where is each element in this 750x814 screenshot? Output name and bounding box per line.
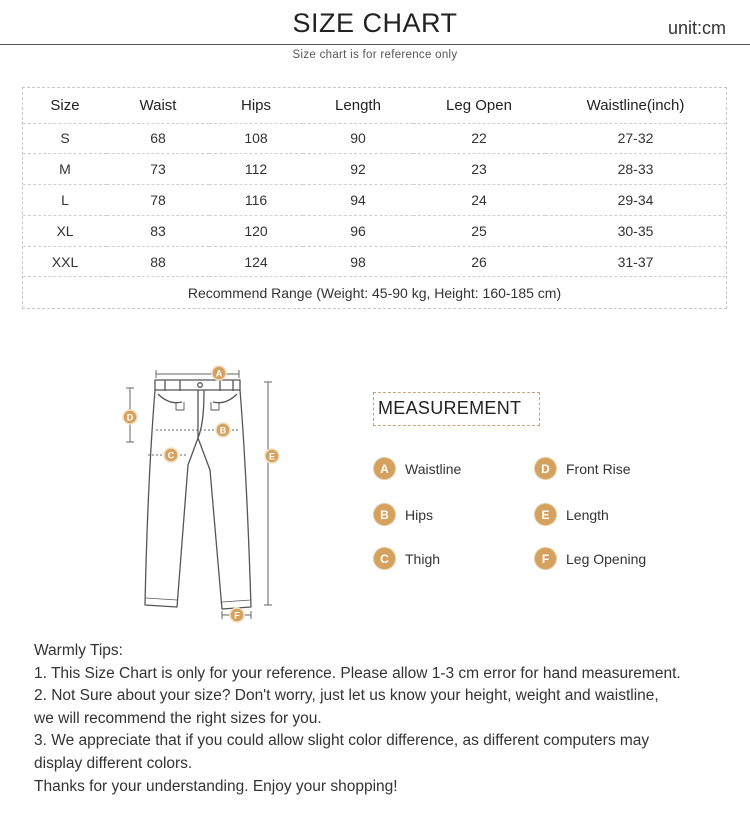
table-cell: 23 <box>471 161 487 178</box>
table-cell: 116 <box>244 191 268 208</box>
legend-label: Length <box>566 506 609 523</box>
svg-text:D: D <box>126 412 134 423</box>
table-cell: 120 <box>244 222 268 239</box>
header-divider <box>0 44 750 45</box>
column-header: Waistline(inch) <box>586 96 685 114</box>
svg-text:E: E <box>268 451 276 462</box>
marker-a <box>212 366 226 380</box>
marker-b <box>216 423 230 437</box>
legend-item-front-rise <box>535 458 631 479</box>
letter-badge: A <box>374 458 395 479</box>
table-cell: 26 <box>471 253 487 270</box>
table-cell: 68 <box>150 130 166 147</box>
letter-badge: D <box>535 458 556 479</box>
measurement-title: MEASUREMENT <box>373 392 540 426</box>
table-cell: S <box>60 130 70 147</box>
unit-label: unit:cm <box>667 18 726 38</box>
legend-item-thigh <box>374 548 440 569</box>
table-cell: 31-37 <box>617 253 654 270</box>
size-table <box>22 87 727 309</box>
table-cell: 27-32 <box>617 130 654 147</box>
legend-item-hips <box>374 504 433 525</box>
letter-badge: C <box>374 548 395 569</box>
table-cell: 124 <box>244 253 268 270</box>
page-title: SIZE CHART <box>292 8 458 38</box>
tip-line: 2. Not Sure about your size? Don't worry, just let us know your height, weight and waistline, <box>34 687 659 705</box>
table-row <box>23 215 726 246</box>
table-cell: 29-34 <box>617 191 654 208</box>
marker-e <box>265 449 279 463</box>
tip-line: display different colors. <box>34 754 193 772</box>
table-cell: 73 <box>150 161 166 178</box>
legend-item-length <box>535 504 609 525</box>
table-cell: 108 <box>244 130 268 147</box>
legend-label: Leg Opening <box>566 550 647 567</box>
column-header: Size <box>50 96 80 114</box>
table-cell: 28-33 <box>617 161 654 178</box>
marker-c <box>164 448 178 462</box>
tip-line: Thanks for your understanding. Enjoy your shopping! <box>34 777 398 795</box>
table-row <box>23 123 726 154</box>
tips-heading: Warmly Tips: <box>34 642 123 659</box>
letter-badge: B <box>374 504 395 525</box>
legend-label: Waistline <box>405 460 462 477</box>
recommend-row <box>23 277 726 308</box>
tip-line: 1. This Size Chart is only for your reference. Please allow 1-3 cm error for hand measurement. <box>34 664 681 682</box>
table-cell: 88 <box>150 253 166 270</box>
legend-label: Front Rise <box>566 460 631 477</box>
column-header: Length <box>335 96 381 114</box>
column-header: Hips <box>240 96 271 114</box>
recommend-range: Recommend Range (Weight: 45-90 kg, Height: 160-185 cm) <box>187 284 562 301</box>
tip-line: we will recommend the right sizes for you. <box>34 709 322 727</box>
table-cell: 96 <box>350 222 366 239</box>
table-cell: M <box>59 161 71 178</box>
table-cell: XL <box>56 222 74 239</box>
letter-badge: E <box>535 504 556 525</box>
tip-line: 3. We appreciate that if you could allow slight color difference, as different computers may <box>34 732 650 750</box>
table-cell: 25 <box>471 222 487 239</box>
table-cell: 83 <box>150 222 166 239</box>
table-row <box>23 246 726 277</box>
svg-text:B: B <box>219 425 227 436</box>
table-cell: 24 <box>471 191 487 208</box>
subtitle: Size chart is for reference only <box>292 49 458 61</box>
table-row <box>23 185 726 216</box>
table-cell: 112 <box>244 161 268 178</box>
table-row <box>23 154 726 185</box>
column-header: Leg Open <box>446 96 512 114</box>
table-cell: 22 <box>471 130 487 147</box>
table-cell: 98 <box>350 253 366 270</box>
table-cell: 94 <box>350 191 366 208</box>
marker-d <box>123 410 137 424</box>
table-cell: 78 <box>150 191 166 208</box>
svg-text:A: A <box>215 368 223 379</box>
svg-text:F: F <box>234 610 240 621</box>
legend-label: Hips <box>405 506 434 523</box>
table-cell: 30-35 <box>617 222 654 239</box>
table-cell: L <box>61 191 69 208</box>
legend-item-leg-opening <box>535 548 646 569</box>
tips-section <box>34 640 734 798</box>
legend-item-waistline <box>374 458 461 479</box>
table-cell: XXL <box>51 253 79 270</box>
table-cell: 92 <box>350 161 366 178</box>
column-header: Waist <box>139 96 177 114</box>
table-cell: 90 <box>350 130 366 147</box>
letter-badge: F <box>535 548 556 569</box>
svg-text:C: C <box>167 450 175 461</box>
marker-f <box>230 608 244 622</box>
legend-label: Thigh <box>405 550 441 567</box>
pants-diagram <box>118 360 298 625</box>
table-header-row <box>23 88 726 123</box>
